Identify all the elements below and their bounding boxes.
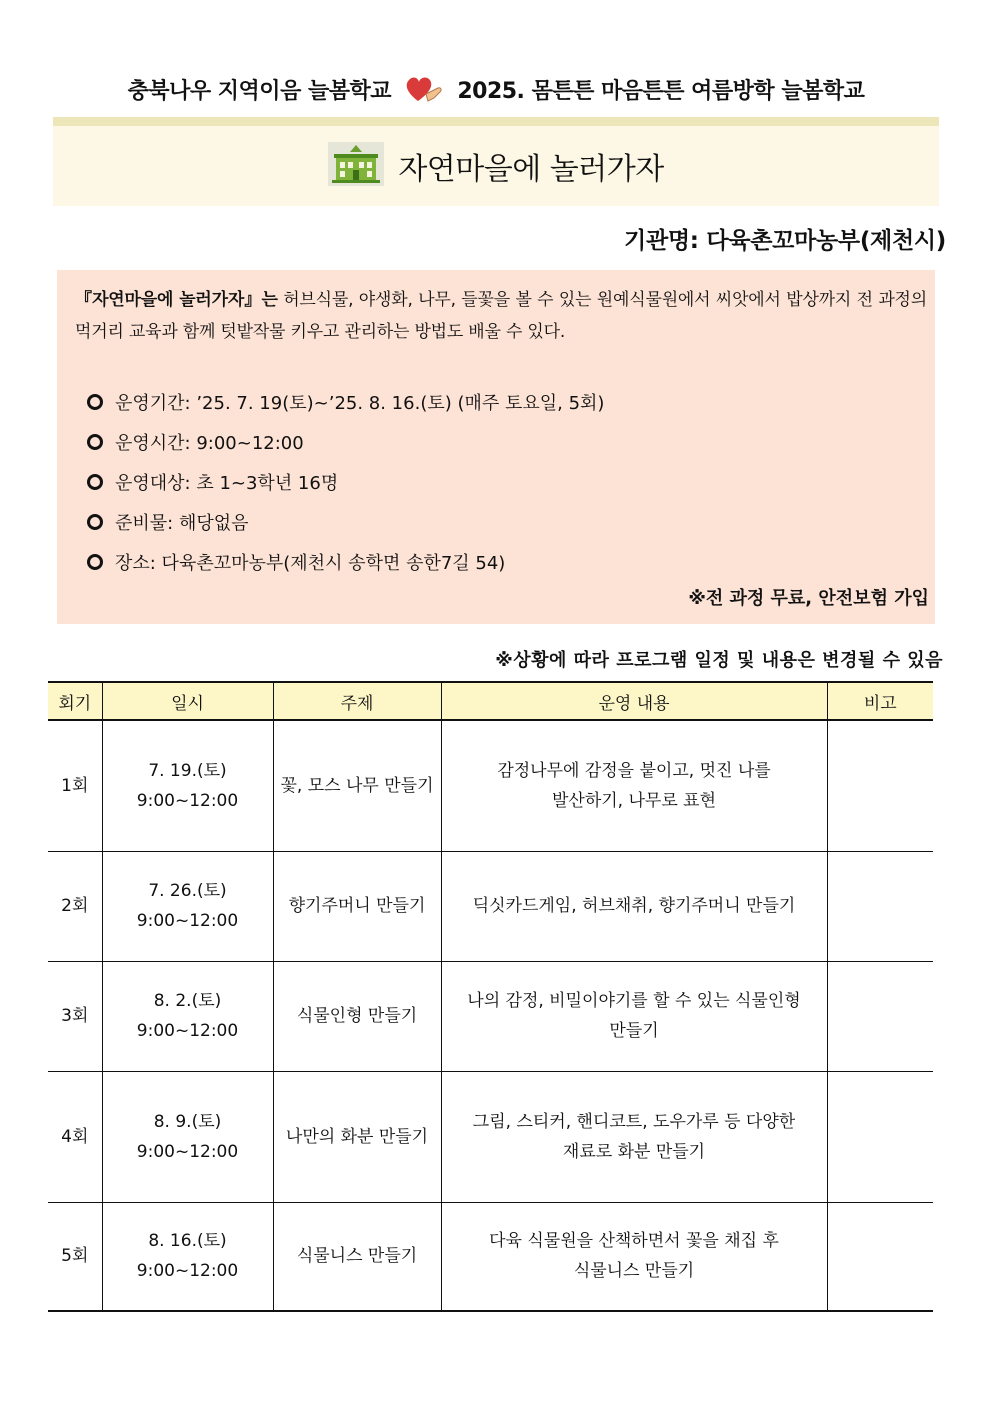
topic-cell: 나만의 화분 만들기 [273,1071,441,1202]
date-text: 7. 19.(토) [148,760,227,781]
title-divider [53,117,939,126]
content-cell [441,720,827,851]
column-header: 회기 [48,682,102,720]
bullet-circle-icon [87,394,103,410]
content-line: 그림, 스티커, 핸디코트, 도우가루 등 다양한 [472,1111,796,1132]
content-cell [441,1202,827,1311]
detail-period [87,382,927,422]
details-list [87,382,927,582]
change-note: ※상황에 따라 프로그램 일정 및 내용은 변경될 수 있음 [495,650,943,671]
document-header [0,74,992,110]
date-text: 8. 2.(토) [153,991,222,1011]
table-header-row [48,682,933,720]
topic-cell: 꽃, 모스 나무 만들기 [273,720,441,851]
note-cell [827,1071,933,1202]
bullet-circle-icon [87,554,103,570]
detail-text: 운영대상: 초 1~3학년 16명 [115,473,339,494]
bullet-circle-icon [87,474,103,490]
table-row [48,961,933,1071]
table-row [48,1202,933,1311]
heart-hand-icon [404,74,444,110]
content-line: 재료로 화분 만들기 [562,1141,706,1162]
note-cell [827,720,933,851]
school-building-icon [328,142,384,190]
detail-location [87,542,927,582]
note-cell [827,961,933,1071]
table-row [48,851,933,961]
content-cell [441,851,827,961]
column-header: 운영 내용 [441,682,827,720]
detail-supplies [87,502,927,542]
date-text: 8. 9.(토) [153,1111,222,1132]
table-row [48,720,933,851]
content-line: 만들기 [609,1021,659,1041]
organization-name: 기관명: 다육촌꼬마농부(제천시) [624,228,946,254]
time-text: 9:00~12:00 [136,1261,239,1282]
topic-cell: 식물인형 만들기 [273,961,441,1071]
bullet-circle-icon [87,434,103,450]
session-cell: 2회 [48,851,102,961]
topic-cell: 향기주머니 만들기 [273,851,441,961]
time-text: 9:00~12:00 [136,1021,239,1041]
column-header: 비고 [827,682,933,720]
header-right-text: 2025. 몸튼튼 마음튼튼 여름방학 늘봄학교 [457,79,865,104]
content-cell [441,1071,827,1202]
detail-text: 준비물: 해당없음 [115,513,249,534]
detail-text: 운영시간: 9:00~12:00 [115,433,304,454]
date-cell [102,851,273,961]
header-left-text: 충북나우 지역이음 늘봄학교 [127,79,391,104]
detail-time [87,422,927,462]
detail-text: 장소: 다육촌꼬마농부(제천시 송학면 송한7길 54) [115,553,506,574]
date-text: 8. 16.(토) [148,1231,227,1252]
column-header: 일시 [102,682,273,720]
session-cell: 3회 [48,961,102,1071]
time-text: 9:00~12:00 [136,790,239,811]
intro-text: 허브식물, 야생화, 나무, 들꽃을 볼 수 있는 원예식물원에서 씨앗에서 밥상까지 전 과정의 먹거리 교육과 함께 텃밭작물 키우고 관리하는 방법도 배울 수 있다. [75,290,927,342]
date-cell [102,720,273,851]
content-line: 발산하기, 나무로 표현 [551,790,716,811]
time-text: 9:00~12:00 [136,911,239,931]
session-cell: 4회 [48,1071,102,1202]
date-cell [102,1071,273,1202]
content-line: 나의 감정, 비밀이야기를 할 수 있는 식물인형 [467,991,801,1011]
time-text: 9:00~12:00 [136,1141,239,1162]
content-line: 식물니스 만들기 [573,1261,695,1282]
detail-target [87,462,927,502]
note-cell [827,851,933,961]
content-line: 딕싯카드게임, 허브채취, 향기주머니 만들기 [472,896,796,916]
date-text: 7. 26.(토) [148,881,227,901]
detail-text: 운영기간: ’25. 7. 19(토)~’25. 8. 16.(토) (매주 토요일, 5회) [115,393,605,414]
intro-paragraph [75,284,927,348]
page-title: 자연마을에 놀러가자 [398,152,664,187]
note-cell [827,1202,933,1311]
session-cell: 5회 [48,1202,102,1311]
column-header: 주제 [273,682,441,720]
date-cell [102,961,273,1071]
info-box [57,270,935,624]
intro-program-name: 『자연마을에 놀러가자』는 [75,290,278,310]
session-cell: 1회 [48,720,102,851]
schedule-table [48,681,933,1312]
content-line: 감정나무에 감정을 붙이고, 멋진 나를 [497,760,771,781]
date-cell [102,1202,273,1311]
bullet-circle-icon [87,514,103,530]
free-note: ※전 과정 무료, 안전보험 가입 [688,588,929,609]
content-cell [441,961,827,1071]
content-line: 다육 식물원을 산책하면서 꽃을 채집 후 [489,1231,779,1252]
title-box [53,126,939,206]
table-row [48,1071,933,1202]
topic-cell: 식물니스 만들기 [273,1202,441,1311]
